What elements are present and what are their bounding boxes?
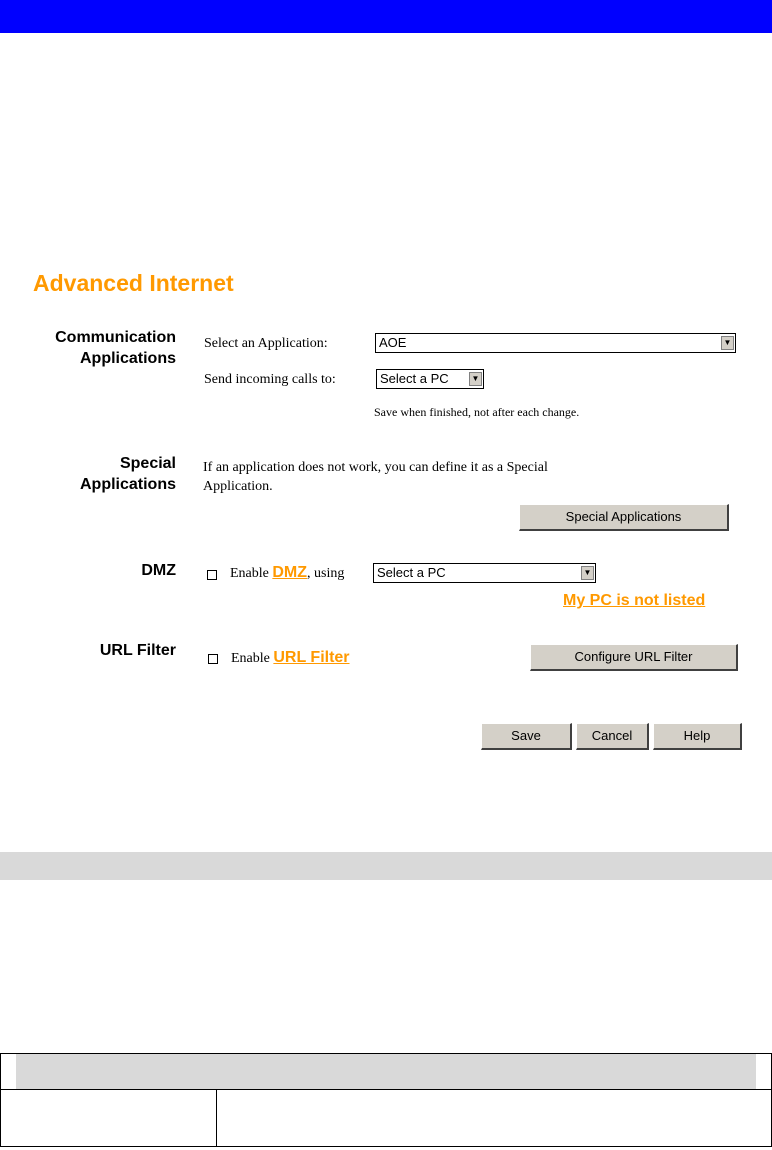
table-header-row <box>1 1054 772 1090</box>
send-incoming-calls-label: Send incoming calls to: <box>204 372 336 387</box>
save-button[interactable]: Save <box>481 723 572 750</box>
url-filter-link[interactable]: URL Filter <box>273 649 350 666</box>
info-table <box>0 1053 772 1147</box>
dmz-link[interactable]: DMZ <box>272 564 308 581</box>
table-row <box>1 1090 772 1147</box>
special-applications-label: Special Applications <box>79 455 176 493</box>
configure-url-filter-button[interactable]: Configure URL Filter <box>530 644 738 671</box>
table-cell-right <box>217 1090 772 1147</box>
url-filter-label: URL Filter <box>99 642 176 659</box>
application-select[interactable]: AOE ▼ <box>375 333 736 353</box>
page-title: Advanced Internet <box>33 270 234 296</box>
help-button[interactable]: Help <box>653 723 742 750</box>
dmz-enable-row: Enable DMZ, using <box>230 564 345 581</box>
gray-divider-bar <box>0 852 772 880</box>
special-applications-description: If an application does not work, you can define it as a Special Application. <box>203 460 548 494</box>
chevron-down-icon[interactable]: ▼ <box>721 336 734 350</box>
communication-applications-label: Communication Applications <box>55 329 176 367</box>
cancel-button[interactable]: Cancel <box>576 723 649 750</box>
chevron-down-icon[interactable]: ▼ <box>581 566 594 580</box>
my-pc-not-listed-link[interactable]: My PC is not listed <box>563 592 706 609</box>
url-filter-checkbox[interactable] <box>208 654 218 664</box>
special-applications-button[interactable]: Special Applications <box>519 504 729 531</box>
dmz-pc-select[interactable]: Select a PC ▼ <box>373 563 596 583</box>
top-blue-bar <box>0 0 772 33</box>
table-header-cell <box>16 1054 756 1089</box>
url-filter-enable-row: Enable URL Filter <box>231 649 350 666</box>
select-application-label: Select an Application: <box>204 336 328 351</box>
save-note: Save when finished, not after each change. <box>374 405 580 419</box>
table-cell-left <box>1 1090 217 1147</box>
chevron-down-icon[interactable]: ▼ <box>469 372 482 386</box>
dmz-checkbox[interactable] <box>207 570 217 580</box>
dmz-label: DMZ <box>141 562 176 579</box>
send-calls-to-select[interactable]: Select a PC ▼ <box>376 369 484 389</box>
